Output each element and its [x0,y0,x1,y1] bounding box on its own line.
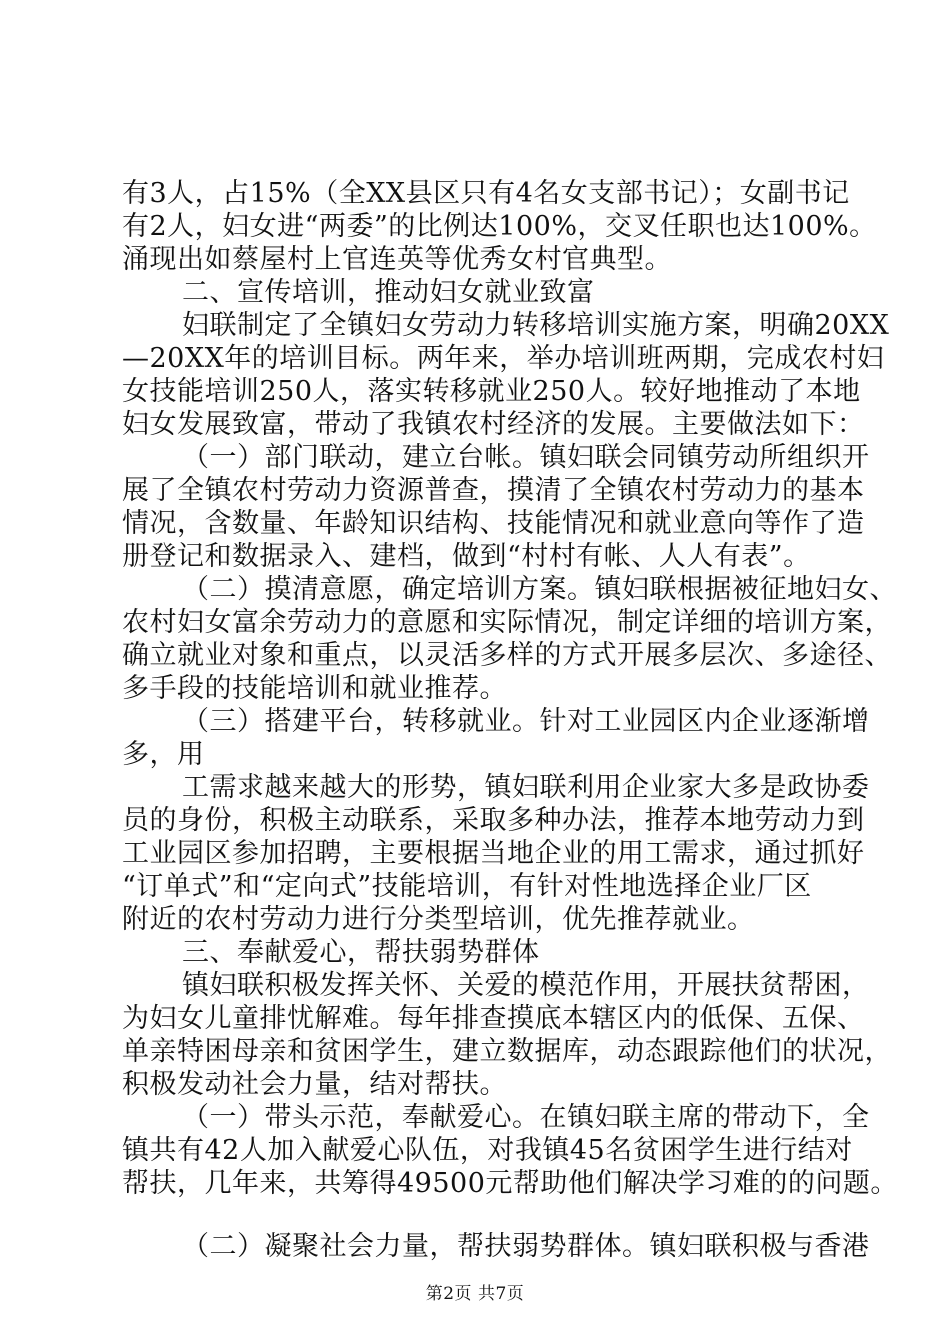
text-line: 多手段的技能培训和就业推荐。 [122,673,507,704]
text-line: 镇共有42人加入献爱心队伍，对我镇45名贫困学生进行结对 [122,1135,853,1166]
text-line: 员的身份，积极主动联系，采取多种办法，推荐本地劳动力到 [122,805,865,836]
page-footer: 第2页 共7页 [425,1284,525,1304]
text-line: 册登记和数据录入、建档，做到“村村有帐、人人有表”。 [122,541,811,572]
text-line: “订单式”和“定向式”技能培训，有针对性地选择企业厂区 [122,871,812,902]
text-line: 妇女发展致富，带动了我镇农村经济的发展。主要做法如下： [122,409,865,440]
text-line: 情况，含数量、年龄知识结构、技能情况和就业意向等作了造 [122,508,865,539]
section-heading: 三、奉献爱心，帮扶弱势群体 [182,937,540,968]
text-line: 帮扶，几年来，共筹得49500元帮助他们解决学习难的的问题。 [122,1168,898,1199]
text-line: 妇联制定了全镇妇女劳动力转移培训实施方案，明确20XX [182,310,890,341]
text-line: 展了全镇农村劳动力资源普查，摸清了全镇农村劳动力的基本 [122,475,865,506]
text-line: 多，用 [122,739,205,770]
text-line: 为妇女儿童排忧解难。每年排查摸底本辖区内的低保、五保、 [122,1003,865,1034]
text-line: 有3人，占15%（全XX县区只有4名女支部书记）；女副书记 [122,178,850,209]
text-line: 工需求越来越大的形势，镇妇联利用企业家大多是政协委 [182,772,870,803]
section-heading: 二、宣传培训，推动妇女就业致富 [182,277,595,308]
text-line: （二）凝聚社会力量，帮扶弱势群体。镇妇联积极与香港 [182,1231,870,1262]
text-line: （一）带头示范，奉献爱心。在镇妇联主席的带动下，全 [182,1102,870,1133]
text-line: 涌现出如蔡屋村上官连英等优秀女村官典型。 [122,244,672,275]
text-line: （一）部门联动，建立台帐。镇妇联会同镇劳动所组织开 [182,442,870,473]
text-line: 农村妇女富余劳动力的意愿和实际情况，制定详细的培训方案， [122,607,892,638]
text-line: （二）摸清意愿，确定培训方案。镇妇联根据被征地妇女、 [182,574,897,605]
text-line: 单亲特困母亲和贫困学生，建立数据库，动态跟踪他们的状况， [122,1036,892,1067]
text-line: 确立就业对象和重点，以灵活多样的方式开展多层次、多途径、 [122,640,892,671]
text-line: 镇妇联积极发挥关怀、关爱的模范作用，开展扶贫帮困， [182,970,870,1001]
text-line: （三）搭建平台，转移就业。针对工业园区内企业逐渐增 [182,706,870,737]
text-line: 有2人，妇女进“两委”的比例达100%，交叉任职也达100%。 [122,211,877,242]
text-line: 女技能培训250人，落实转移就业250人。较好地推动了本地 [122,376,861,407]
text-line: 积极发动社会力量，结对帮扶。 [122,1069,507,1100]
text-line: —20XX年的培训目标。两年来，举办培训班两期，完成农村妇 [122,343,885,374]
text-line: 工业园区参加招聘，主要根据当地企业的用工需求，通过抓好 [122,838,865,869]
text-line: 附近的农村劳动力进行分类型培训，优先推荐就业。 [122,904,755,935]
